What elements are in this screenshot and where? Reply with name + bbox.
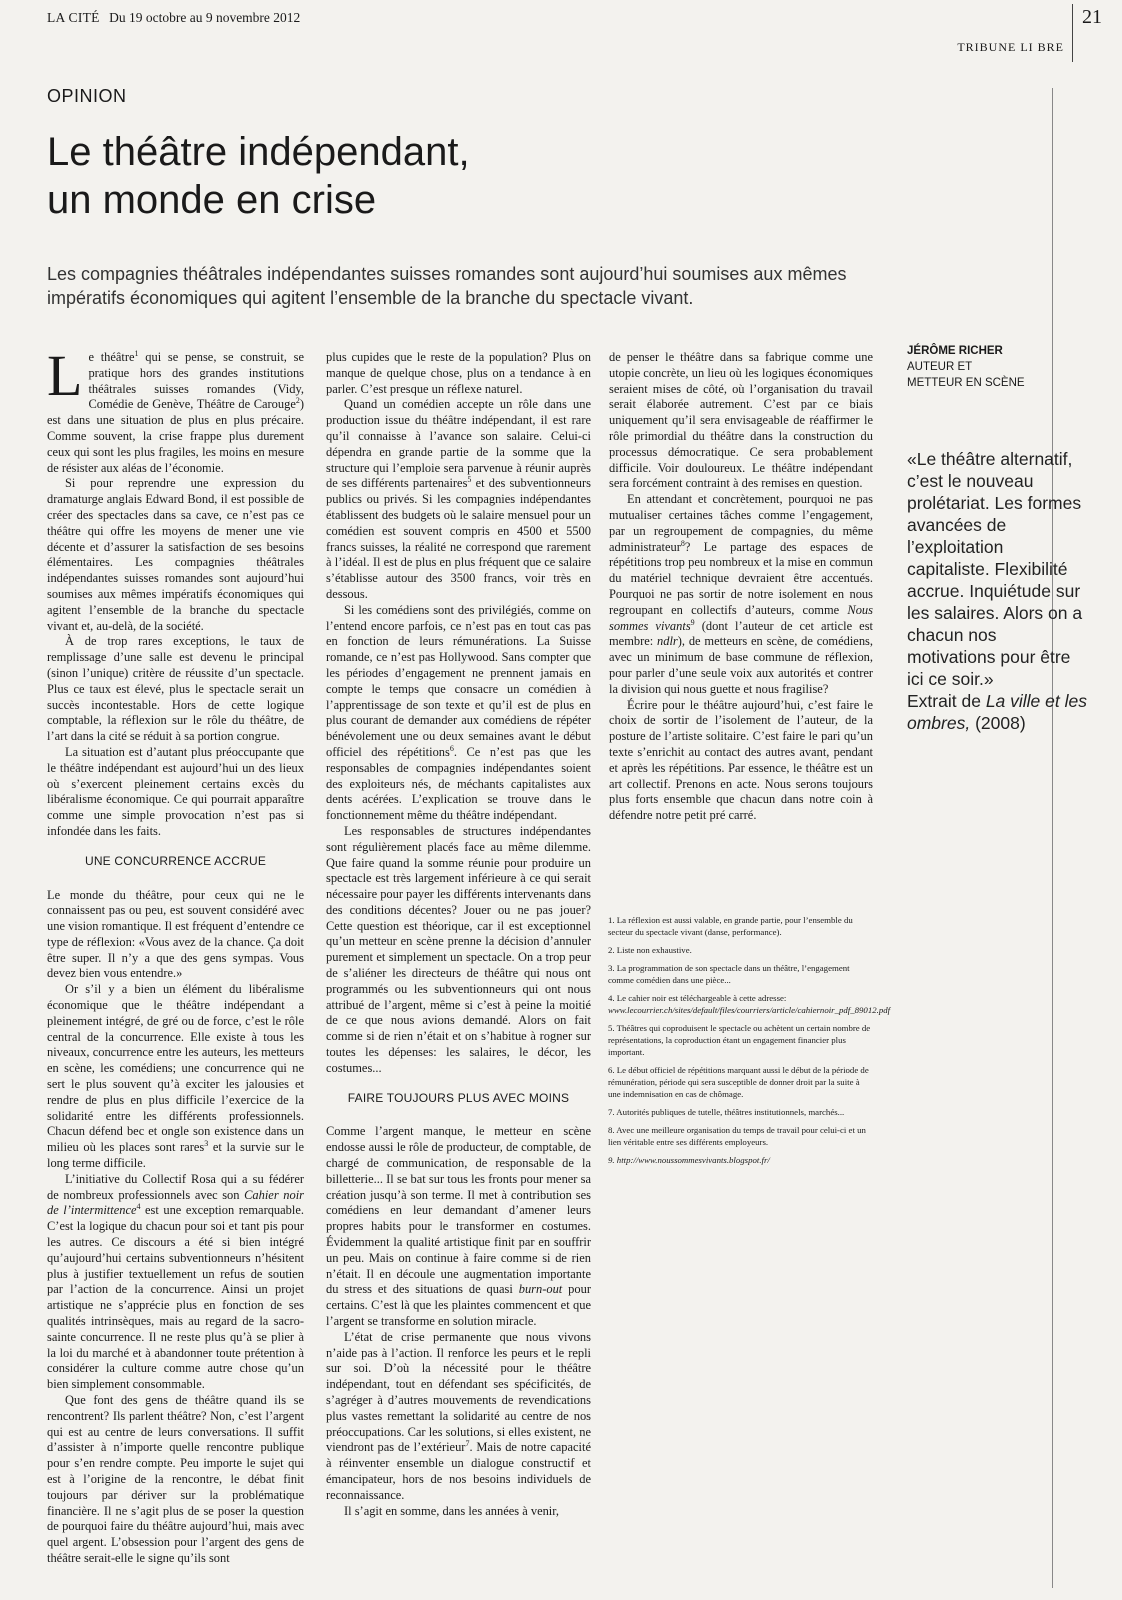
paragraph: Si pour reprendre une expression du dramaturge anglais Edward Bond, il est possible de créer des spectacles dans sa cave, ce n’est pas ce théâtre qui offre les moyens de mener une vie décente et d’assurer la satisfaction de ses besoins élémentaires. Les compagnies théâtrales indépendantes suisses romandes sont aujourd’hui soumises aux mêmes impératifs économiques qui agitent l’ensemble de la branche du spectacle vivant et, au-delà, de la société. bbox=[47, 476, 304, 633]
pull-quote bbox=[907, 448, 1087, 734]
body-column-2 bbox=[326, 350, 591, 1519]
footnote: 3. La programmation de son spectacle dans un théâtre, l’engagement comme comédien dans une pièce... bbox=[608, 963, 850, 985]
publication-title: Cahier noir de l’intermittence bbox=[47, 1187, 304, 1218]
publication-name: LA CITÉ bbox=[47, 10, 100, 25]
paragraph: L’état de crise permanente que nous vivons n’aide pas à l’action. Il renforce les peurs et le repli sur soi. D’où la nécessité pour le théâtre indépendant, tout en défendant ses spécificités, de s’agréger à d’autres mouvements de revendications plus vastes remettant la solidarité au centre de nos préoccupations. Car les solutions, si elles existent, ne viendront pas de l’extérieur$^7$. Mais de notre capacité à réinventer ensemble un dialogue constructif et émancipateur, hors de nos besoins individuels de reconnaissance. bbox=[326, 1329, 591, 1502]
sidebar-rule bbox=[1052, 88, 1053, 1588]
paragraph: plus cupides que le reste de la population? Plus on manque de quelque chose, plus on a tendance à en parler. C’est presque un réflexe naturel. bbox=[326, 350, 591, 396]
footnote: 8. Avec une meilleure organisation du temps de travail pour celui-ci et un lien véritable entre ses différents employeurs. bbox=[608, 1125, 866, 1147]
pull-quote-source: Extrait de La ville et les ombres, (2008) bbox=[907, 691, 1087, 733]
page-number: 21 bbox=[1082, 6, 1102, 28]
footnote: 4. Le cahier noir est téléchargeable à cette adresse: www.lecourrier.ch/sites/default/files/courriers/article/cahiernoir_pdf_89012.pdf bbox=[608, 993, 891, 1015]
footnote-ref: 6 bbox=[449, 743, 454, 753]
article-lede: Les compagnies théâtrales indépendantes suisses romandes sont aujourd’hui soumises aux mêmes impératifs économiques qui agitent l’ensemble de la branche du spectacle vivant. bbox=[47, 264, 847, 308]
paragraph: Or s’il y a bien un élément du libéralisme économique que le théâtre indépendant a pleinement intégré, de gré ou de force, c’est le rôle central de la concurrence. Elle existe à tous les niveaux, concurrence entre les auteurs, les metteurs en scène, les comédiens; une concurrence qui ne sert le plus souvent qu’à exciter les jalousies et rendre de plus en plus difficile l’exercice de la solidarité entre les différents professionnels. Chacun défend bec et ongle son existence dans un milieu où les places sont rares$^3$ et la survie sur le long terme difficile. bbox=[47, 982, 304, 1171]
footnote-ref: 5 bbox=[467, 475, 472, 485]
title-line-2: un monde en crise bbox=[47, 178, 377, 222]
body-column-1 bbox=[47, 343, 304, 1567]
paragraph: Comme l’argent manque, le metteur en scène endosse aussi le rôle de producteur, de comptable, de chargé de communication, de responsable de la billetterie... Il se bat sur tous les fronts pour mener sa création jusqu’à son terme. Il met à contribution ses comédiens en leur demandant d’amener leurs propres habits pour le transformer en costumes. Évidemment la qualité artistique finit par en souffrir un peu. Mais on continue à faire comme si de rien n’était. Il en découle une augmentation importante du stress et des situations de quasi burn-out pour certains. C’est là que les plaintes commencent et que l’argent se transforme en solution miracle. bbox=[326, 1124, 591, 1329]
paragraph: Quand un comédien accepte un rôle dans une production issue du théâtre indépendant, il est rare qu’il connaisse à l’avance son salaire. Celui-ci dépendra en grande partie de la somme que la structure qui l’emploie sera parvenue à réunir auprès de ses différents partenaires$^5$ et des subventionneurs publics ou privés. Si les compagnies indépendantes établissent des budgets où le salaire mensuel pour un comédien est souvent compris en 4500 et 5500 francs suisses, la réalité ne correspond que rarement à l’idéal. Il est de plus en plus fréquent que ce salaire s’établisse autour des 3500 francs, voir très en dessous. bbox=[326, 397, 591, 601]
pull-quote-text: «Le théâtre alternatif, c’est le nouveau prolétariat. Les formes avancées de l’exploitation capitaliste. Flexibilité accrue. Inquiétude sur les salaires. Alors on a chacun nos motivations pour être ici ce soir.» bbox=[907, 449, 1083, 689]
article-title bbox=[47, 128, 847, 224]
paragraph: Écrire pour le théâtre aujourd’hui, c’est faire le choix de sortir de l’isolement de l’auteur, de la posture de l’artiste solitaire. C’est faire le pari qu’un texte s’enrichit au contact des autres avant, pendant et après les répétitions. Par essence, le théâtre est un art collectif. Prenons en acte. Nous serons toujours plus forts ensemble que chacun dans notre coin à défendre notre petit pré carré. bbox=[609, 697, 873, 823]
paragraph: En attendant et concrètement, pourquoi ne pas mutualiser certaines tâches comme l’engagement, par un regroupement de compagnies, du même administrateur$^8$? Le partage des espaces de répétitions trop peu nombreux et la mise en commun du matériel technique devraient être accentués. Pourquoi ne pas sortir de notre isolement en nous regroupant en collectifs d’auteurs, comme Nous sommes vivants$^9$ (dont l’auteur de cet article est membre: ndlr), de metteurs en scène, de comédiens, avec un minimum de base commune de réflexion, pour parler d’une seule voix aux autorités et contrer la division qui nous guette et nous fragilise? bbox=[609, 492, 873, 696]
footnote: 7. Autorités publiques de tutelle, théâtres institutionnels, marchés... bbox=[608, 1107, 845, 1117]
running-header bbox=[47, 10, 300, 26]
paragraph: Que font des gens de théâtre quand ils se rencontrent? Ils parlent théâtre? Non, c’est l’argent qui est au centre de leurs conversations. Il suffit d’assister à n’importe quelle rencontre publique pour s’en rendre compte. Peu importe le sujet qui est à l’origine de la rencontre, le débat finit toujours par dériver sur la problématique financière. Il ne s’agit plus de se poser la question de pourquoi faire du théâtre aujourd’hui, mais avec quel argent. L’obsession pour l’argent des gens de théâtre serait-elle le signe qu’ils sont bbox=[47, 1393, 304, 1565]
footnote-link[interactable]: www.lecourrier.ch/sites/default/files/courriers/article/cahiernoir_pdf_89012.pdf bbox=[608, 1005, 891, 1015]
paragraph: À de trop rares exceptions, le taux de remplissage d’une salle est devenu le principal (sinon l’unique) critère de réussite d’un spectacle. Plus ce taux est élevé, plus le spectacle serait un succès incontestable. Hors de cette logique comptable, la réflexion sur le rôle du théâtre, de l’art dans la cité se réduit à sa portion congrue. bbox=[47, 634, 304, 744]
title-line-1: Le théâtre indépendant, bbox=[47, 130, 470, 174]
footnote: 5. Théâtres qui coproduisent le spectacle ou achètent un certain nombre de représentations, la coproduction étant un engagement financier plus important. bbox=[608, 1023, 871, 1057]
paragraph: de penser le théâtre dans sa fabrique comme une utopie concrète, un lieu où les logiques économiques seraient mises de côté, où l’organisation du travail serait élaborée autrement. C’est par ce biais uniquement qu’il sera envisageable de réaffirmer le rôle primordial du théâtre dans la construction du processus démocratique. Ce sera probablement difficile. Voir douloureux. Le théâtre indépendant sera forcément contraint à des remises en question. bbox=[609, 350, 873, 491]
body-column-3 bbox=[609, 350, 873, 824]
paragraph: Le monde du théâtre, pour ceux qui ne le connaissent pas ou peu, est souvent considéré avec une vision romantique. Il est fréquent d’entendre ce type de réflexion: «Vous avez de la chance. Ça doit être super. Il n’y a que des gens sympas. Vous devez bien vous entendre.» bbox=[47, 887, 304, 981]
footnote-ref: 7 bbox=[465, 1439, 470, 1449]
footnote-ref: 8 bbox=[680, 538, 685, 548]
rubric-label: TRIBUNE LI BRE bbox=[957, 40, 1064, 54]
footnote: 2. Liste non exhaustive. bbox=[608, 945, 692, 955]
collective-name: Nous sommes vivants bbox=[609, 602, 873, 633]
footnote-ref: 1 bbox=[134, 348, 139, 358]
paragraph: Il s’agit en somme, dans les années à venir, bbox=[344, 1503, 560, 1518]
author-role: METTEUR EN SCÈNE bbox=[907, 377, 1025, 389]
issue-dates: Du 19 octobre au 9 novembre 2012 bbox=[109, 10, 301, 25]
footnotes bbox=[608, 914, 891, 1172]
footnote-ref: 4 bbox=[136, 1202, 141, 1212]
paragraph: L’initiative du Collectif Rosa qui a su fédérer de nombreux professionnels avec son Cahier noir de l’intermittence$^4$ est une exception remarquable. C’est la logique du chacun pour soi et tant pis pour les autres. Ce discours a été si bien intégré qu’aujourd’hui certains subventionneurs n’hésitent plus à justifier textuellement un refus de soutien par l’action de la concurrence. Ainsi un projet artistique ne s’apprécie plus en fonction de ses qualités intrinsèques, mais au regard de la sacro-sainte concurrence. Il ne reste plus qu’à se plier à la loi du marché et à abandonner toute prétention à considérer la culture comme autre chose qu’un bien simplement consommable. bbox=[47, 1171, 304, 1392]
paragraph: Le théâtre$^1$ qui se pense, se construit, se pratique hors des grandes institutions théâtrales suisses romandes (Vidy, Comédie de Genève, Théâtre de Carouge$^2$) est dans une situation de plus en plus précaire. Comme souvent, la crise frappe plus durement ceux qui sont les plus fragiles, les moins en mesure de résister aux aléas de l’économie. bbox=[47, 343, 304, 475]
header-divider bbox=[1072, 4, 1073, 62]
footnote-ref: 9 bbox=[690, 617, 695, 627]
footnote-ref: 2 bbox=[295, 396, 300, 406]
footnote-link[interactable]: 9. http://www.noussommesvivants.blogspot.fr/ bbox=[608, 1155, 770, 1165]
subheading: FAIRE TOUJOURS PLUS AVEC MOINS bbox=[347, 1090, 570, 1105]
author-byline bbox=[907, 343, 1025, 391]
drop-cap: L bbox=[47, 343, 83, 408]
section-label: OPINION bbox=[47, 86, 127, 106]
paragraph: La situation est d’autant plus préoccupante que le théâtre indépendant est aujourd’hui un des lieux où s’exercent pleinement certains excès du libéralisme économique. Ce qui pourrait apparaître comme une simple provocation n’est pas si infondée dans les faits. bbox=[47, 744, 304, 838]
subheading: UNE CONCURRENCE ACCRUE bbox=[84, 853, 267, 868]
paragraph: Les responsables de structures indépendantes sont régulièrement placés face au même dilemme. Que faire quand la somme réunie pour produire un spectacle est très largement inférieure à ce qui serait nécessaire pour payer les différents intervenants dans des conditions décentes? Jouer ou ne pas jouer? Cette question est théorique, car il est exceptionnel qu’un metteur en scène prenne la décision d’annuler purement et simplement un spectacle. On a trop peur de s’aliéner les directeurs de théâtre qui nous ont programmés ou les subventionneurs qui ont nous attribué de l’argent, même si c’est à peine la moitié de ce que nous avions demandé. Alors on fait comme si de rien n’était et on s’habitue à rogner sur toutes les dépenses: les salaires, le décor, les costumes... bbox=[326, 823, 592, 1075]
footnote-ref: 3 bbox=[204, 1139, 209, 1149]
author-role: AUTEUR ET bbox=[907, 361, 973, 373]
footnote: 6. Le début officiel de répétitions marquant aussi le début de la période de rémunération, période qui sera susceptible de donner droit par la suite à une indemnisation en cas de chômage. bbox=[608, 1065, 869, 1099]
paragraph: Si les comédiens sont des privilégiés, comme on l’entend encore parfois, ce n’est pas en tout cas pas en fonction de leurs rémunérations. La Suisse romande, ce n’est pas Hollywood. Sans compter que les périodes d’engagement ne prennent jamais en compte le temps que consacre un comédien à l’apprentissage de son texte et qu’il est de plus en plus courant de demander aux comédiens de répéter bénévolement une ou deux semaines avant le début officiel des répétitions$^6$. Ce n’est pas que les responsables de compagnies indépendantes soient des exploiteurs nés, de méchants capitalistes aux dents acérées. L’explication se trouve dans le fonctionnement même du théâtre indépendant. bbox=[326, 602, 591, 823]
footnote: 1. La réflexion est aussi valable, en grande partie, pour l’ensemble du secteur du spectacle vivant (danse, performance). bbox=[608, 915, 853, 937]
author-name: JÉRÔME RICHER bbox=[907, 345, 1003, 357]
